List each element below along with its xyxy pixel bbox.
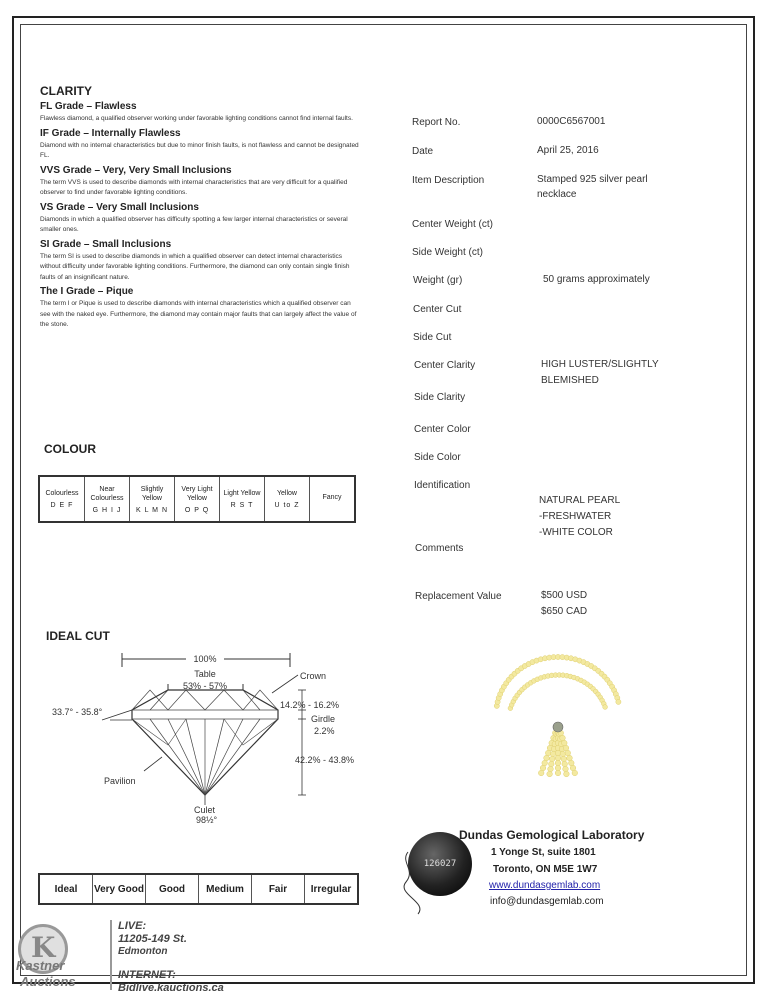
side-clarity-label: Side Clarity [414,392,466,403]
girdle-value-label: 2.2% [314,726,335,736]
pearl-bead [565,750,571,756]
brand-line-2: Auctions [20,974,76,989]
colour-label: Fancy [322,493,342,501]
pearl-bead [545,750,551,756]
identification-value-1: NATURAL PEARL [539,495,621,506]
brand-line-1: Kastner [16,958,65,973]
comments-label: Comments [415,543,464,554]
clarity-grades [40,101,360,331]
lab-website-link[interactable]: www.dundasgemlab.com [489,880,601,891]
pearl-bead [549,756,555,762]
replacement-value-1: $500 USD [541,590,588,601]
pearl-bead [572,770,578,776]
colour-heading: COLOUR [44,442,96,456]
colour-scale-table [38,475,356,523]
colour-cell-fancy [310,476,356,522]
grade-desc: The term SI is used to describe diamonds in which a qualified observer can detect internal characteristics without difficulty under favorable lighting conditions. Furthermore, the diamond can only contain single finish faults of an insignificant nature. [40,252,350,281]
side-weight-label: Side Weight (ct) [412,247,483,258]
pearl-bead [548,766,554,772]
colour-letters: K L M N [135,506,169,514]
cut-grade-cell: Medium [199,874,252,904]
pearl-bead [562,740,568,746]
crown-label: Crown [300,671,327,681]
grade-title: VVS Grade – Very, Very Small Inclusions [40,164,232,176]
crown-angle-label: 33.7° - 35.8° [52,707,103,717]
pearl-bead [550,751,556,757]
clarity-heading: CLARITY [40,84,92,98]
colour-label: Light Yellow [223,490,261,497]
colour-letters: U to Z [274,502,300,509]
cut-grade-cell: Good [146,874,199,904]
weight-label: Weight (gr) [413,275,463,286]
grade-title: The I Grade – Pique [40,286,134,297]
pavilion-depth-label: 42.2% - 43.8% [295,755,355,765]
item-desc-label: Item Description [412,175,485,186]
center-clarity-label: Center Clarity [414,360,476,371]
grade-title: IF Grade – Internally Flawless [40,127,181,139]
colour-label: Slightly Yellow [140,485,164,502]
pearl-bead [542,760,548,766]
replacement-value-2: $650 CAD [541,606,588,617]
grade-title: VS Grade – Very Small Inclusions [40,201,199,213]
grade-title: FL Grade – Flawless [40,101,137,112]
colour-cell-very-light-yellow [175,476,220,522]
gear-icon: K [18,924,68,974]
item-desc-value-2: necklace [537,189,577,200]
colour-label: Yellow [277,490,297,497]
pavilion-label: Pavilion [104,776,136,786]
width-label: 100% [193,654,217,664]
colour-letters: D E F [50,502,74,509]
identification-value-3: -WHITE COLOR [539,527,613,538]
pearl-necklace-image [486,645,636,780]
side-color-label: Side Color [414,452,461,463]
colour-label: Near Colourless [90,485,124,502]
center-weight-label: Center Weight (ct) [412,219,493,230]
pearl-bead [562,761,568,767]
grade-if [40,128,360,162]
grade-desc: Diamonds in which a qualified observer has difficulty spotting a few larger internal characteristics or several smaller ones. [40,215,348,233]
identification-label: Identification [414,480,471,491]
center-clarity-value-1: HIGH LUSTER/SLIGHTLY [541,359,659,370]
ideal-cut-heading: IDEAL CUT [46,629,110,643]
report-no-value: 0000C6567001 [537,116,606,127]
live-label: LIVE: [118,920,147,932]
lab-address-2: Toronto, ON M5E 1W7 [493,864,598,875]
stamp-divider [110,920,112,990]
replacement-label: Replacement Value [415,591,502,602]
internet-url: Bidlive.kauctions.ca [118,982,224,994]
center-color-label: Center Color [414,424,471,435]
grade-desc: The term I or Pique is used to describe diamonds with internal characteristics which a qualified observer can see with the naked eye. Furthermore, the diamond may contain major faults that can largely affect the value of the stone. [40,300,357,328]
internet-label: INTERNET: [118,969,176,981]
necklace-clasp [553,722,563,732]
lab-address-1: 1 Yonge St, suite 1801 [491,847,596,858]
cut-grade-cell: Ideal [39,874,93,904]
grade-desc: Flawless diamond, a qualified observer working under favorable lighting conditions cannot find internal faults. [40,115,353,122]
grade-desc: The term VVS is used to describe diamonds with internal characteristics that are very difficult for a qualified observer to find under favorable lighting conditions. [40,178,348,196]
pearl-bead [564,771,570,777]
colour-cell-light-yellow [220,476,265,522]
identification-value-2: -FRESHWATER [539,511,612,522]
colour-cell-colourless [39,476,85,522]
pearl-bead [561,756,567,762]
table-range-label: 53% - 57% [182,681,228,691]
report-no-label: Report No. [412,117,461,128]
cut-grade-table [38,873,359,905]
grade-vs [40,202,360,236]
kastner-logo [4,922,108,992]
side-cut-label: Side Cut [413,332,452,343]
date-label: Date [412,146,434,157]
live-address-2: Edmonton [118,946,168,957]
colour-letters: R S T [230,502,254,509]
colour-cell-slightly-yellow [130,476,175,522]
ideal-cut-diagram [40,645,370,830]
center-clarity-value-2: BLEMISHED [541,375,599,386]
table-label: Table [194,669,216,679]
center-cut-label: Center Cut [413,304,462,315]
culet-value-label: 98½° [196,815,218,825]
item-desc-value-1: Stamped 925 silver pearl [537,174,648,185]
colour-letters: O P Q [184,506,210,514]
pearl-bead [549,761,555,767]
lab-name: Dundas Gemological Laboratory [459,828,645,842]
hologram-number: 126027 [423,859,457,869]
live-address-1: 11205-149 St. [118,933,187,945]
grade-desc: Diamond with no internal characteristics but due to minor finish faults, is not flawless and cannot be designated FL. [40,141,359,159]
grade-si [40,239,360,284]
cut-grade-cell: Fair [252,874,305,904]
grade-fl [40,101,360,125]
cut-grade-cell: Very Good [93,874,146,904]
pearl-bead [569,760,575,766]
weight-value: 50 grams approximately [543,274,650,285]
pearl-bead [560,751,566,757]
grade-vvs [40,165,360,199]
pearl-bead [555,770,561,776]
cut-grade-cell: Irregular [305,874,359,904]
pearl-bead [538,770,544,776]
grade-i [40,286,360,331]
colour-cell-near-colourless [85,476,130,522]
pearl-bead [563,766,569,772]
pearl-bead [547,771,553,777]
signature-scribble [398,842,448,922]
pearl-bead [603,705,608,710]
colour-cell-yellow [265,476,310,522]
colour-label: Colourless [45,490,79,497]
girdle-label: Girdle [311,714,336,724]
lab-email: info@dundasgemlab.com [490,896,604,907]
colour-label: Very Light Yellow [181,485,213,502]
culet-label: Culet [194,805,216,815]
grade-title: SI Grade – Small Inclusions [40,238,172,250]
pearl-bead [616,699,621,704]
crown-height-label: 14.2% - 16.2% [280,700,340,710]
date-value: April 25, 2016 [537,145,599,156]
colour-letters: G H I J [92,506,122,514]
